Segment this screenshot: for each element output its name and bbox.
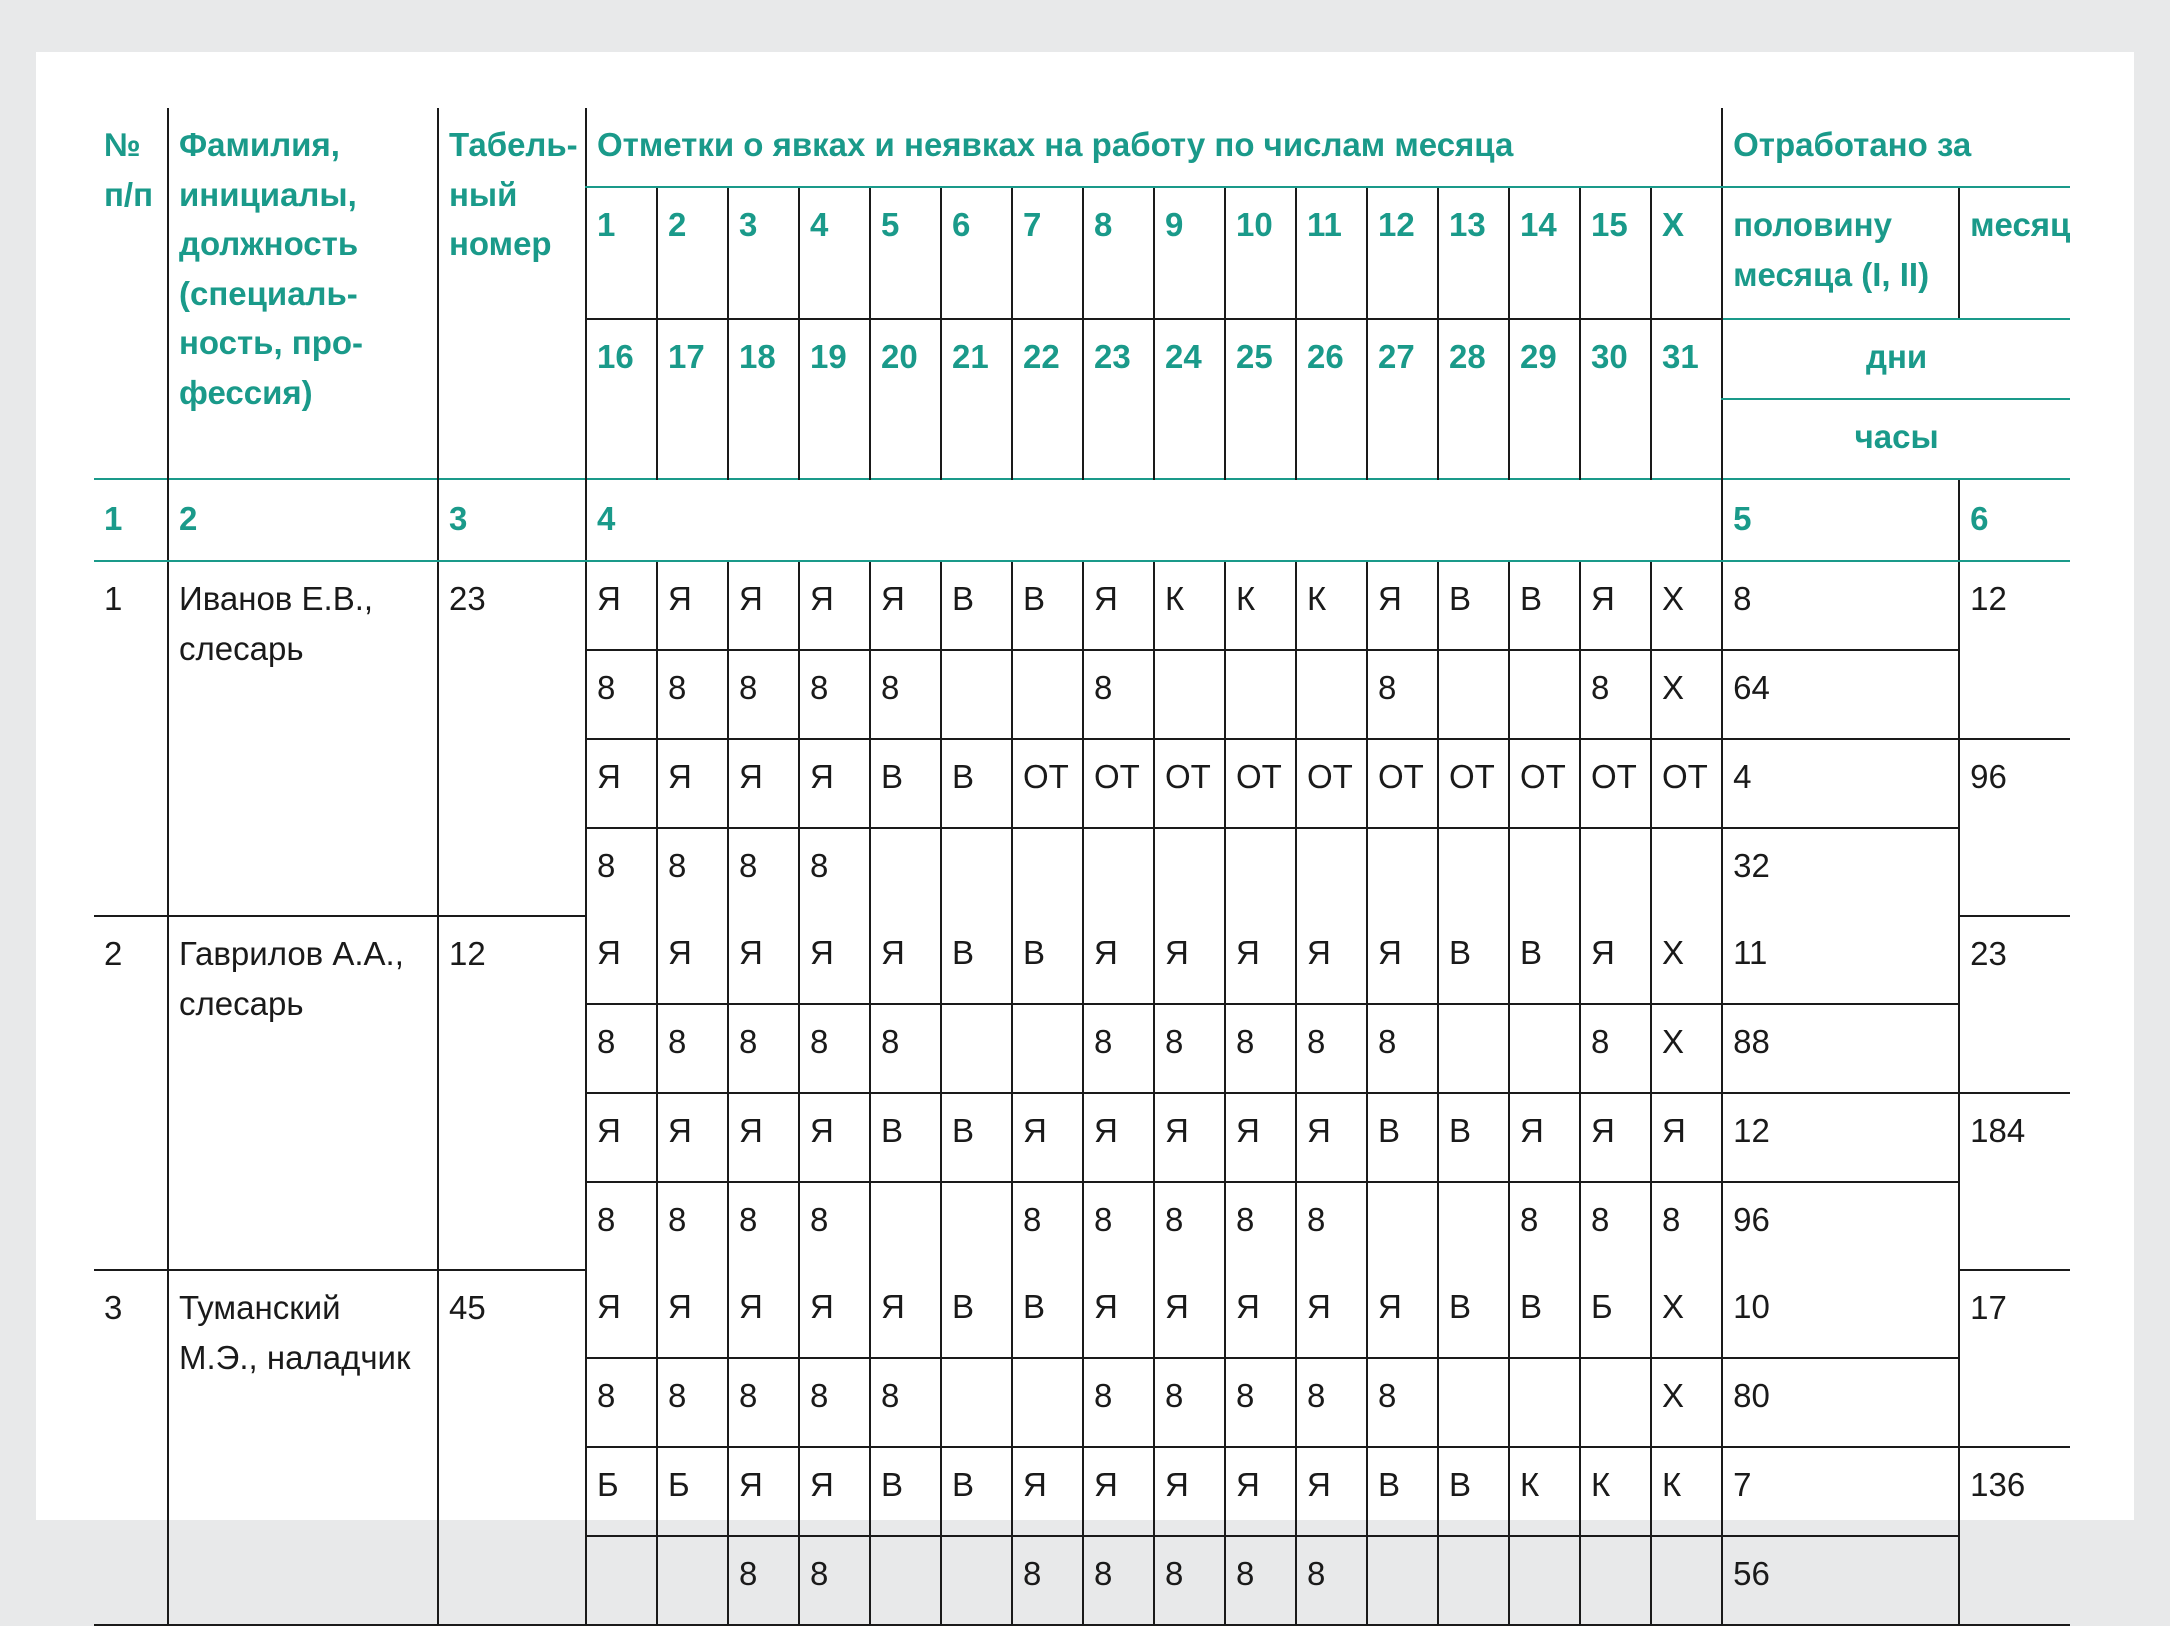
mark-cell: В [1438, 1270, 1509, 1358]
mark-cell: 8 [1225, 1004, 1296, 1093]
mark-cell: 8 [799, 1536, 870, 1625]
month-total-cell: 96 [1959, 739, 2070, 916]
mark-cell: Я [1367, 1270, 1438, 1358]
mark-cell: Я [1225, 1093, 1296, 1182]
half-total-cell: 88 [1722, 1004, 1959, 1093]
mark-cell: Я [1154, 1270, 1225, 1358]
mark-cell [1580, 828, 1651, 916]
mark-cell: 8 [728, 1004, 799, 1093]
mark-cell: Я [1296, 1447, 1367, 1536]
table-row [94, 561, 2070, 650]
mark-cell: Я [586, 561, 657, 650]
mark-cell: 8 [1154, 1358, 1225, 1447]
mark-cell: Я [1296, 916, 1367, 1004]
mark-cell: Б [586, 1447, 657, 1536]
mark-cell: Я [1580, 561, 1651, 650]
half-total-cell: 12 [1722, 1093, 1959, 1182]
col-number: 3 [438, 479, 586, 561]
mark-cell: Я [657, 1093, 728, 1182]
mark-cell: 8 [799, 650, 870, 739]
mark-cell: Я [1225, 1270, 1296, 1358]
mark-cell: В [1438, 916, 1509, 1004]
mark-cell: Я [870, 561, 941, 650]
employee-tab-number: 23 [438, 561, 586, 916]
mark-cell [941, 1182, 1012, 1270]
mark-cell: Я [1296, 1093, 1367, 1182]
header-name: Фамилия, инициалы, должность (специаль-ность, про-фессия) [168, 108, 438, 479]
mark-cell: Я [1154, 1093, 1225, 1182]
header-day: 7 [1012, 187, 1083, 319]
mark-cell: Х [1651, 916, 1722, 1004]
mark-cell: В [1509, 1270, 1580, 1358]
mark-cell: 8 [728, 1182, 799, 1270]
mark-cell: Я [799, 1093, 870, 1182]
mark-cell: Я [1367, 916, 1438, 1004]
mark-cell [1225, 828, 1296, 916]
mark-cell [1651, 828, 1722, 916]
mark-cell: Я [1083, 1447, 1154, 1536]
mark-cell: В [1509, 916, 1580, 1004]
mark-cell: 8 [1083, 1004, 1154, 1093]
col-number: 1 [94, 479, 168, 561]
mark-cell: 8 [870, 1358, 941, 1447]
col-number: 5 [1722, 479, 1959, 561]
mark-cell: В [941, 1270, 1012, 1358]
mark-cell: 8 [728, 828, 799, 916]
mark-cell: Я [586, 1093, 657, 1182]
mark-cell: В [870, 739, 941, 828]
header-day: 15 [1580, 187, 1651, 319]
mark-cell [1296, 650, 1367, 739]
mark-cell: В [941, 1093, 1012, 1182]
header-day: 17 [657, 319, 728, 479]
month-total-cell: 23 [1959, 916, 2070, 1093]
half-total-cell: 11 [1722, 916, 1959, 1004]
mark-cell: 8 [657, 1358, 728, 1447]
mark-cell: Х [1651, 1358, 1722, 1447]
mark-cell: 8 [1083, 1536, 1154, 1625]
mark-cell: Я [1367, 561, 1438, 650]
mark-cell: В [1012, 561, 1083, 650]
mark-cell: 8 [1580, 1182, 1651, 1270]
mark-cell: Я [657, 1270, 728, 1358]
mark-cell: Я [728, 739, 799, 828]
mark-cell [1509, 1536, 1580, 1625]
mark-cell: 8 [586, 1004, 657, 1093]
header-day: 3 [728, 187, 799, 319]
mark-cell: Я [799, 1270, 870, 1358]
mark-cell: 8 [728, 1536, 799, 1625]
mark-cell [941, 1004, 1012, 1093]
mark-cell: 8 [586, 1358, 657, 1447]
mark-cell: Я [1225, 1447, 1296, 1536]
header-day: 12 [1367, 187, 1438, 319]
table-row [94, 1270, 2070, 1358]
mark-cell [1438, 650, 1509, 739]
mark-cell: 8 [657, 650, 728, 739]
mark-cell [1438, 828, 1509, 916]
mark-cell [1509, 650, 1580, 739]
mark-cell [1438, 1536, 1509, 1625]
mark-cell [1225, 650, 1296, 739]
mark-cell [1012, 1358, 1083, 1447]
month-total-cell: 136 [1959, 1447, 2070, 1625]
mark-cell: 8 [1367, 650, 1438, 739]
employee-tab-number: 12 [438, 916, 586, 1270]
mark-cell: 8 [799, 1004, 870, 1093]
mark-cell: Я [1154, 1447, 1225, 1536]
mark-cell [1509, 1358, 1580, 1447]
header-day: Х [1651, 187, 1722, 319]
header-day: 11 [1296, 187, 1367, 319]
mark-cell: Я [799, 561, 870, 650]
mark-cell: 8 [1367, 1358, 1438, 1447]
timesheet-table [94, 108, 2070, 1626]
mark-cell: В [1438, 1447, 1509, 1536]
header-day: 31 [1651, 319, 1722, 479]
mark-cell: Я [799, 739, 870, 828]
header-hours: часы [1722, 399, 2070, 479]
mark-cell: К [1154, 561, 1225, 650]
header-day: 16 [586, 319, 657, 479]
header-day: 9 [1154, 187, 1225, 319]
mark-cell: В [1367, 1093, 1438, 1182]
mark-cell: Я [870, 916, 941, 1004]
mark-cell: В [1367, 1447, 1438, 1536]
half-total-cell: 32 [1722, 828, 1959, 916]
mark-cell: К [1580, 1447, 1651, 1536]
header-month: месяц [1959, 187, 2070, 319]
header-worked: Отработано за [1722, 108, 2070, 187]
month-total-cell: 184 [1959, 1093, 2070, 1270]
col-number: 2 [168, 479, 438, 561]
header-day: 4 [799, 187, 870, 319]
mark-cell: 8 [870, 650, 941, 739]
mark-cell [1509, 1004, 1580, 1093]
mark-cell: К [1651, 1447, 1722, 1536]
mark-cell: Х [1651, 1270, 1722, 1358]
mark-cell: 8 [1154, 1182, 1225, 1270]
header-day: 13 [1438, 187, 1509, 319]
header-day: 20 [870, 319, 941, 479]
month-total-cell: 17 [1959, 1270, 2070, 1447]
mark-cell: В [1438, 1093, 1509, 1182]
mark-cell [1367, 1182, 1438, 1270]
mark-cell [870, 1536, 941, 1625]
mark-cell: Я [657, 739, 728, 828]
header-day: 5 [870, 187, 941, 319]
mark-cell: 8 [1580, 1004, 1651, 1093]
mark-cell [941, 1536, 1012, 1625]
mark-cell: 8 [657, 1182, 728, 1270]
mark-cell: 8 [1225, 1358, 1296, 1447]
header-day: 6 [941, 187, 1012, 319]
header-day: 23 [1083, 319, 1154, 479]
header-day: 21 [941, 319, 1012, 479]
mark-cell: 8 [1296, 1536, 1367, 1625]
header-tab: Табель-ный номер [438, 108, 586, 479]
header-day: 30 [1580, 319, 1651, 479]
mark-cell: ОТ [1225, 739, 1296, 828]
half-total-cell: 56 [1722, 1536, 1959, 1625]
mark-cell [1438, 1182, 1509, 1270]
mark-cell: Я [799, 1447, 870, 1536]
mark-cell: К [1225, 561, 1296, 650]
header-days: дни [1722, 319, 2070, 399]
header-day: 19 [799, 319, 870, 479]
mark-cell: ОТ [1438, 739, 1509, 828]
mark-cell: 8 [586, 1182, 657, 1270]
mark-cell [1438, 1004, 1509, 1093]
mark-cell [1083, 828, 1154, 916]
mark-cell: Я [1509, 1093, 1580, 1182]
mark-cell: В [941, 739, 1012, 828]
mark-cell: ОТ [1367, 739, 1438, 828]
column-numbers-row [94, 479, 2070, 561]
mark-cell [657, 1536, 728, 1625]
mark-cell: 8 [1225, 1536, 1296, 1625]
mark-cell: В [1012, 916, 1083, 1004]
month-total-cell: 12 [1959, 561, 2070, 739]
mark-cell: В [1438, 561, 1509, 650]
mark-cell: Я [728, 561, 799, 650]
header-day: 2 [657, 187, 728, 319]
mark-cell [1580, 1358, 1651, 1447]
mark-cell: Б [1580, 1270, 1651, 1358]
col-number: 4 [586, 479, 1722, 561]
mark-cell: ОТ [1580, 739, 1651, 828]
mark-cell: Я [657, 916, 728, 1004]
mark-cell: Я [657, 561, 728, 650]
mark-cell: Я [728, 1447, 799, 1536]
mark-cell [941, 828, 1012, 916]
header-day: 18 [728, 319, 799, 479]
mark-cell: К [1296, 561, 1367, 650]
header-day: 24 [1154, 319, 1225, 479]
mark-cell: В [1509, 561, 1580, 650]
mark-cell [1367, 1536, 1438, 1625]
mark-cell: ОТ [1651, 739, 1722, 828]
mark-cell [586, 1536, 657, 1625]
mark-cell: В [870, 1447, 941, 1536]
mark-cell: Я [1083, 1093, 1154, 1182]
half-total-cell: 80 [1722, 1358, 1959, 1447]
mark-cell: Я [586, 1270, 657, 1358]
col-number: 6 [1959, 479, 2070, 561]
mark-cell: 8 [1083, 1182, 1154, 1270]
mark-cell: В [941, 916, 1012, 1004]
employee-name: Туманский М.Э., наладчик [168, 1270, 438, 1625]
mark-cell: 8 [1580, 650, 1651, 739]
mark-cell: 8 [1296, 1004, 1367, 1093]
mark-cell: 8 [1154, 1536, 1225, 1625]
mark-cell: 8 [728, 650, 799, 739]
mark-cell: Х [1651, 650, 1722, 739]
mark-cell: Я [728, 1270, 799, 1358]
half-total-cell: 64 [1722, 650, 1959, 739]
mark-cell [1438, 1358, 1509, 1447]
header-day: 28 [1438, 319, 1509, 479]
mark-cell: 8 [799, 1182, 870, 1270]
mark-cell: ОТ [1154, 739, 1225, 828]
mark-cell: В [941, 1447, 1012, 1536]
mark-cell: 8 [1651, 1182, 1722, 1270]
mark-cell: 8 [1296, 1182, 1367, 1270]
mark-cell: ОТ [1083, 739, 1154, 828]
mark-cell: 8 [799, 1358, 870, 1447]
mark-cell: Я [870, 1270, 941, 1358]
employee-name: Иванов Е.В., слесарь [168, 561, 438, 916]
mark-cell: К [1509, 1447, 1580, 1536]
mark-cell: Б [657, 1447, 728, 1536]
header-day: 10 [1225, 187, 1296, 319]
mark-cell: Я [1651, 1093, 1722, 1182]
mark-cell: 8 [799, 828, 870, 916]
mark-cell: Я [1083, 561, 1154, 650]
half-total-cell: 7 [1722, 1447, 1959, 1536]
mark-cell: Я [1154, 916, 1225, 1004]
half-total-cell: 4 [1722, 739, 1959, 828]
mark-cell: ОТ [1296, 739, 1367, 828]
header-half-month: половину месяца (I, II) [1722, 187, 1959, 319]
mark-cell [1296, 828, 1367, 916]
employee-name: Гаврилов А.А., слесарь [168, 916, 438, 1270]
employee-tab-number: 45 [438, 1270, 586, 1625]
mark-cell [1651, 1536, 1722, 1625]
mark-cell: 8 [1296, 1358, 1367, 1447]
mark-cell: 8 [1367, 1004, 1438, 1093]
mark-cell [1012, 828, 1083, 916]
mark-cell: 8 [586, 650, 657, 739]
mark-cell [1154, 828, 1225, 916]
mark-cell [1367, 828, 1438, 916]
mark-cell: 8 [657, 1004, 728, 1093]
header-day: 1 [586, 187, 657, 319]
mark-cell [941, 650, 1012, 739]
header-day: 29 [1509, 319, 1580, 479]
mark-cell: Я [799, 916, 870, 1004]
mark-cell: 8 [1509, 1182, 1580, 1270]
mark-cell: ОТ [1509, 739, 1580, 828]
mark-cell: Я [586, 916, 657, 1004]
mark-cell: 8 [657, 828, 728, 916]
mark-cell [870, 828, 941, 916]
header-day: 26 [1296, 319, 1367, 479]
mark-cell: 8 [1083, 1358, 1154, 1447]
mark-cell: Я [1012, 1093, 1083, 1182]
header-marks: Отметки о явках и неявках на работу по числам месяца [586, 108, 1722, 187]
employee-num: 2 [94, 916, 168, 1270]
mark-cell [1509, 828, 1580, 916]
employee-num: 1 [94, 561, 168, 916]
mark-cell [1154, 650, 1225, 739]
header-day: 25 [1225, 319, 1296, 479]
mark-cell: 8 [1225, 1182, 1296, 1270]
mark-cell: Х [1651, 1004, 1722, 1093]
mark-cell: 8 [586, 828, 657, 916]
half-total-cell: 96 [1722, 1182, 1959, 1270]
mark-cell: Я [586, 739, 657, 828]
half-total-cell: 8 [1722, 561, 1959, 650]
mark-cell: Я [1296, 1270, 1367, 1358]
mark-cell: Я [728, 1093, 799, 1182]
table-row [94, 916, 2070, 1004]
mark-cell: 8 [1012, 1182, 1083, 1270]
header-num: № п/п [104, 126, 154, 213]
mark-cell [1012, 1004, 1083, 1093]
mark-cell [1012, 650, 1083, 739]
mark-cell: 8 [1154, 1004, 1225, 1093]
mark-cell: Я [1083, 916, 1154, 1004]
mark-cell: 8 [1083, 650, 1154, 739]
mark-cell [870, 1182, 941, 1270]
mark-cell: Я [1225, 916, 1296, 1004]
mark-cell: Я [1580, 1093, 1651, 1182]
header-day: 8 [1083, 187, 1154, 319]
header-row-1 [94, 108, 2070, 187]
mark-cell: В [941, 561, 1012, 650]
employee-num: 3 [94, 1270, 168, 1625]
document-card [36, 52, 2134, 1592]
mark-cell: ОТ [1012, 739, 1083, 828]
half-total-cell: 10 [1722, 1270, 1959, 1358]
header-day: 27 [1367, 319, 1438, 479]
mark-cell: В [1012, 1270, 1083, 1358]
mark-cell: 8 [1012, 1536, 1083, 1625]
header-day: 22 [1012, 319, 1083, 479]
header-day: 14 [1509, 187, 1580, 319]
mark-cell: Я [728, 916, 799, 1004]
mark-cell: Я [1580, 916, 1651, 1004]
mark-cell: 8 [870, 1004, 941, 1093]
mark-cell: 8 [728, 1358, 799, 1447]
mark-cell [1580, 1536, 1651, 1625]
mark-cell: Я [1083, 1270, 1154, 1358]
mark-cell [941, 1358, 1012, 1447]
mark-cell: Я [1012, 1447, 1083, 1536]
mark-cell: Х [1651, 561, 1722, 650]
mark-cell: В [870, 1093, 941, 1182]
